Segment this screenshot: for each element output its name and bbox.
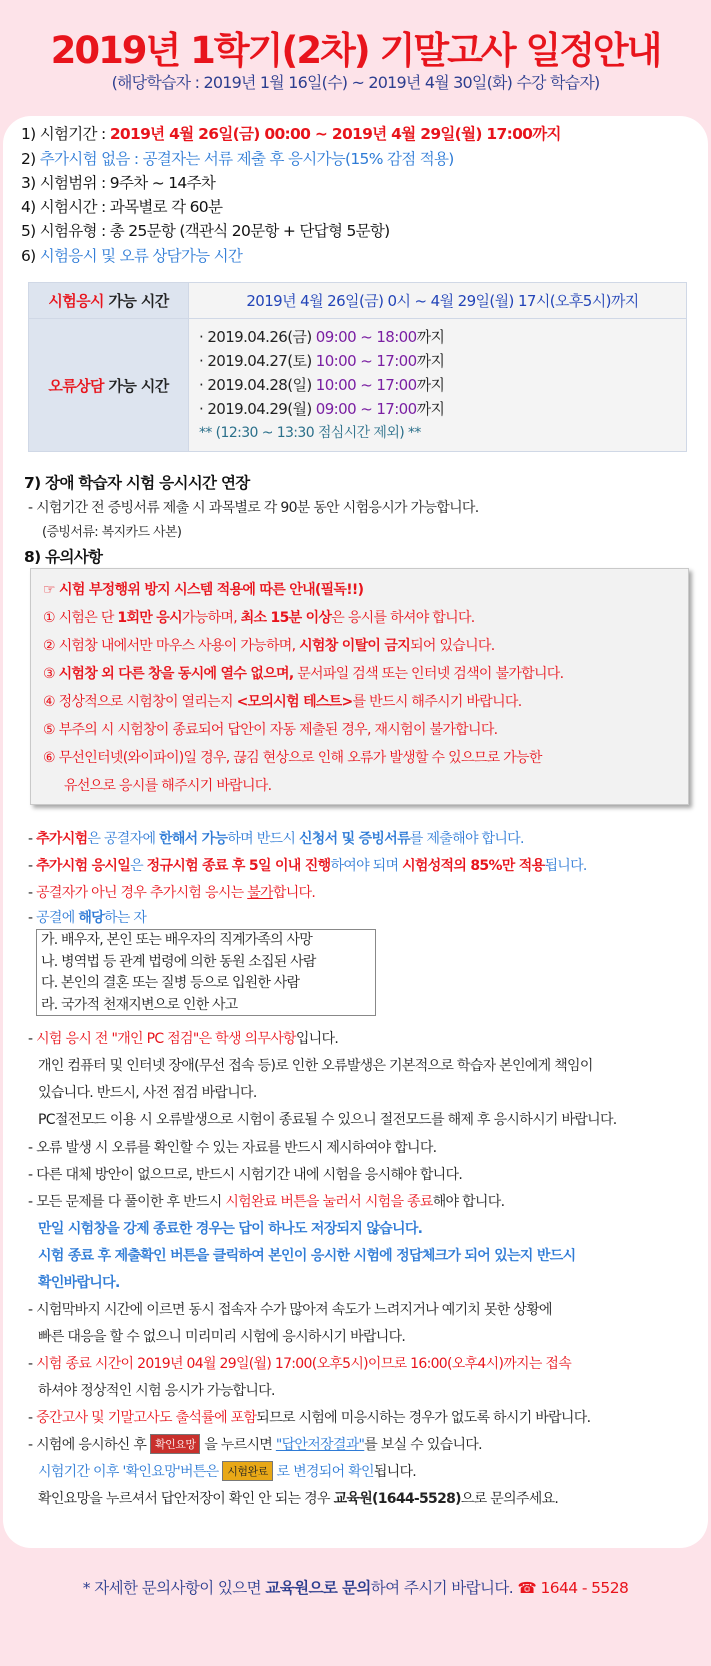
schedule-row-exam: [29, 283, 687, 319]
notice-emph: <모의시험 테스트>: [236, 694, 353, 710]
bt: 시험 종료 시간이: [36, 1356, 138, 1372]
bt: 하는 자: [104, 910, 147, 926]
bt: 확인요망을 누르셔서 답안저장이 확인 안 되는 경우: [38, 1491, 334, 1507]
bt: 은 공결자에: [87, 831, 160, 847]
finish-warning-1: 만일 시험창을 강제 종료한 경우는 답이 하나도 저장되지 않습니다.: [38, 1221, 423, 1237]
bullet-confirm: [28, 1434, 482, 1454]
notice-item-6-cont: 유선으로 응시를 해주시기 바랍니다.: [64, 778, 272, 794]
notice-emph: 1회만 응시: [117, 610, 182, 626]
excused-item: 다. 본인의 결혼 또는 질병 등으로 입원한 사람: [41, 975, 300, 991]
extra-exam-prefix: 2): [21, 150, 40, 168]
pc-check-line3: PC절전모드 이용 시 오류발생으로 시험이 종료될 수 있으니 절전모드를 해제 후 응시하시기 바랍니다.: [38, 1112, 617, 1128]
bt: 85%만: [470, 858, 515, 874]
consult-hours: 09:00 ~ 18:00: [315, 328, 417, 346]
bt: 해당: [78, 910, 104, 926]
bt: 시험성적의: [402, 858, 471, 874]
error-label-rest: 가능 시간: [103, 376, 169, 395]
bullet-excused: - 공결에 해당하는 자: [28, 910, 147, 926]
footer-text: * 자세한 문의사항이 있으면: [82, 1579, 266, 1597]
notice-emph: 최소 15분 이상: [240, 610, 332, 626]
notice-text: ② 시험창 내에서만 마우스 사용이 가능하며,: [43, 638, 300, 654]
section8-heading: 8) 유의사항: [24, 548, 103, 566]
bt: - 시험에 응시하신 후: [28, 1437, 150, 1453]
bt: 은: [130, 858, 147, 874]
finish-warning-2: 시험 종료 후 제출확인 버튼을 클릭하여 본인이 응시한 시험에 정답체크가 되어 있는지 반드시: [38, 1248, 576, 1264]
late-access-line2: 빠른 대응을 할 수 없으니 미리미리 시험에 응시하시기 바랍니다.: [38, 1329, 406, 1345]
confirm-line3: [38, 1488, 558, 1508]
error-consult-label: [29, 319, 189, 452]
bt: 하여야 되며: [330, 858, 403, 874]
consult-date: · 2019.04.26(금): [199, 328, 316, 346]
bt: - 모든 문제를 다 풀이한 후 반드시: [28, 1194, 226, 1210]
bt: 16:00(오후4시)까지는 접속: [410, 1356, 572, 1372]
confirm-required-tag: 확인요망: [150, 1434, 201, 1454]
consult-hours: 10:00 ~ 17:00: [315, 352, 417, 370]
bullet-finish-button: [28, 1191, 504, 1211]
consult-date: · 2019.04.27(토): [199, 352, 316, 370]
bt: 해야 합니다.: [432, 1194, 505, 1210]
excused-item: 라. 국가적 천재지변으로 인한 사고: [41, 996, 238, 1013]
finish-warning-3: 확인바랍니다.: [38, 1275, 120, 1291]
bt: 되므로 시험에 미응시하는 경우가 없도록 하시기 바랍니다.: [256, 1410, 591, 1426]
notice-text: 가능하며,: [181, 610, 241, 626]
bt: 적용: [514, 858, 545, 874]
notice-item-6: ⑥ 무선인터넷(와이파이)일 경우, 끊김 현상으로 인해 오류가 발생할 수 있으므로 가능한: [43, 750, 542, 766]
exam-label-rest: 가능 시간: [103, 292, 169, 310]
consult-row: [199, 397, 686, 421]
bt: 추가시험: [36, 831, 88, 847]
bt: 신청서 및 증빙서류: [298, 831, 410, 847]
bt: 하며 반드시: [227, 831, 299, 847]
exam-scope: 3) 시험범위 : 9주차 ~ 14주차: [21, 174, 216, 192]
bullet-error-evidence: - 오류 발생 시 오류를 확인할 수 있는 자료를 반드시 제시하여야 합니다.: [28, 1140, 437, 1156]
bt: 추가시험 응시일: [36, 858, 131, 874]
page-subtitle: (해당학습자 : 2019년 1월 16일(수) ~ 2019년 4월 30일(화) 수강 학습자): [111, 73, 600, 92]
consult-hours: 10:00 ~ 17:00: [315, 376, 417, 394]
bt: 시험기간 이후 '확인요망'버튼은: [38, 1464, 223, 1480]
footer-contact: [0, 1576, 711, 1598]
extra-exam: [21, 147, 454, 169]
consult-time: [21, 244, 242, 266]
bt: 교육원(1644-5528): [333, 1491, 461, 1507]
consult-row: [199, 373, 686, 397]
confirm-line2: [38, 1461, 416, 1481]
bt: 시험 응시 전 "개인 PC 점검"은 학생 의무사항: [36, 1031, 296, 1047]
bt: 2019년 04월 29일(월) 17:00(오후5시): [137, 1356, 368, 1372]
bt: 공결자가 아닌 경우 추가시험 응시는: [36, 885, 248, 901]
consult-hours: 09:00 ~ 17:00: [315, 400, 417, 418]
error-consult-times: [189, 319, 687, 452]
consult-date: · 2019.04.28(일): [199, 376, 316, 394]
bt: 한해서 가능: [159, 831, 228, 847]
notice-item-5: ⑤ 부주의 시 시험창이 종료되어 답안이 자동 제출된 경우, 재시험이 불가합니다.: [43, 722, 498, 738]
pc-check-line1: 개인 컴퓨터 및 인터넷 장애(무선 접속 등)로 인한 오류발생은 기본적으로 학습자 본인에게 책임이: [38, 1058, 593, 1074]
bt: 을 누르시면: [200, 1437, 276, 1453]
exam-label-red: 시험응시: [48, 292, 104, 310]
excused-item: 나. 병역법 등 관계 법령에 의한 동원 소집된 사람: [41, 953, 316, 970]
bt: 됩니다.: [373, 1464, 417, 1480]
consult-date: · 2019.04.29(월): [199, 400, 316, 418]
notice-text: 되어 있습니다.: [410, 638, 495, 654]
pc-check-line2: 있습니다. 반드시, 사전 점검 바랍니다.: [38, 1085, 257, 1101]
bt: 이므로: [367, 1356, 411, 1372]
bt: 를 제출해야 합니다.: [409, 831, 524, 847]
bt: 중간고사 및 기말고사도 출석률에 포함: [36, 1410, 257, 1426]
bullet-non-excused: - 공결자가 아닌 경우 추가시험 응시는 불가합니다.: [28, 885, 316, 901]
excused-item: 가. 배우자, 본인 또는 배우자의 직계가족의 사망: [41, 932, 312, 948]
extra-exam-label: 추가시험 없음 : 공결자는 서류 제출 후 응시가능(15% 감점 적용): [39, 150, 454, 168]
consult-row: [199, 349, 686, 373]
consult-row: [199, 325, 686, 349]
exam-availability-value: 2019년 4월 26일(금) 0시 ~ 4월 29일(월) 17시(오후5시)까지: [189, 283, 687, 319]
consult-tail: 까지: [416, 376, 445, 394]
notice-text: ① 시험은 단: [43, 610, 118, 626]
notice-text: ④ 정상적으로 시험창이 열리는지: [43, 694, 237, 710]
notice-text: ③: [43, 666, 59, 682]
consult-label: 시험응시 및 오류 상담가능 시간: [39, 247, 243, 265]
section7-line2: (증빙서류: 복지카드 사본): [42, 525, 182, 540]
notice-text: 를 반드시 해주시기 바랍니다.: [352, 694, 522, 710]
consult-tail: 까지: [416, 352, 445, 370]
excused-list-box: [36, 929, 376, 1016]
bt: 불가: [247, 885, 273, 901]
bullet-attendance: - 중간고사 및 기말고사도 출석률에 포함되므로 시험에 미응시하는 경우가 없도록 하시기 바랍니다.: [28, 1410, 591, 1426]
end-time-line2: 하셔야 정상적인 시험 응시가 가능합니다.: [38, 1383, 275, 1399]
consult-tail: 까지: [416, 400, 445, 418]
schedule-table: [28, 282, 687, 452]
section7-heading: 7) 장애 학습자 시험 응시시간 연장: [24, 474, 250, 492]
exam-period-label: 1) 시험기간 :: [21, 125, 110, 143]
bt: 합니다.: [272, 885, 316, 901]
page-title: 2019년 1학기(2차) 기말고사 일정안내: [50, 29, 661, 72]
bt: 됩니다.: [544, 858, 587, 874]
section7-line1: - 시험기간 전 증빙서류 제출 시 과목별로 각 90분 동안 시험응시가 가능합니다.: [28, 500, 479, 516]
phone-number: ☎ 1644 - 5528: [517, 1579, 629, 1597]
bullet-no-alternative: - 다른 대체 방안이 없으므로, 반드시 시험기간 내에 시험을 응시해야 합니다.: [28, 1167, 463, 1183]
exam-type: 5) 시험유형 : 총 25문항 (객관식 20문항 + 단답형 5문항): [21, 222, 390, 240]
bt: "답안저장결과": [275, 1437, 365, 1453]
bt: 정규시험 종료 후 5일 이내 진행: [146, 858, 331, 874]
consult-prefix: 6): [21, 247, 40, 265]
footer-emph: 교육원으로 문의: [265, 1579, 371, 1597]
bullet-pc-check: - 시험 응시 전 "개인 PC 점검"은 학생 의무사항입니다.: [28, 1031, 339, 1047]
notice-item-3: [43, 663, 563, 683]
bt: 로 변경되어 확인: [272, 1464, 374, 1480]
notice-box: [30, 568, 689, 805]
notice-item-2: [43, 635, 495, 655]
notice-emph: 시험창 외 다른 창을 동시에 열수 없으며,: [58, 666, 294, 682]
lunch-note: ** (12:30 ~ 13:30 점심시간 제외) **: [199, 425, 421, 441]
bt: 입니다.: [295, 1031, 339, 1047]
bullet-extra-date: - 추가시험 응시일은 정규시험 종료 후 5일 이내 진행하여야 되며 시험성적의 85%만 적용됩니다.: [28, 858, 587, 874]
notice-title: ☞ 시험 부정행위 방지 시스템 적용에 따른 안내(필독!!): [43, 582, 364, 598]
exam-availability-label: [29, 283, 189, 319]
notice-text: 은 응시를 하셔야 합니다.: [331, 610, 475, 626]
bt: 시험완료 버튼을 눌러서 시험을 종료: [225, 1194, 433, 1210]
bullet-late-access: - 시험막바지 시간에 이르면 동시 접속자 수가 많아져 속도가 느려지거나 예기치 못한 상황에: [28, 1302, 552, 1318]
footer-text: 하여 주시기 바랍니다.: [370, 1579, 518, 1597]
exam-time: 4) 시험시간 : 과목별로 각 60분: [21, 198, 223, 216]
bt: 으로 문의주세요.: [460, 1491, 559, 1507]
notice-text: 문서파일 검색 또는 인터넷 검색이 불가합니다.: [293, 666, 564, 682]
bt: 공결에: [36, 910, 79, 926]
exam-period: [21, 122, 561, 144]
bullet-end-time: - 시험 종료 시간이 2019년 04월 29일(월) 17:00(오후5시)이므로 16:00(오후4시)까지는 접속: [28, 1356, 572, 1372]
notice-emph: 시험창 이탈이 금지: [299, 638, 411, 654]
notice-item-4: [43, 691, 521, 711]
error-label-red: 오류상담: [48, 376, 104, 395]
bullet-extra-exam: - 추가시험은 공결자에 한해서 가능하며 반드시 신청서 및 증빙서류를 제출해야 합니다.: [28, 831, 524, 847]
bt: 를 보실 수 있습니다.: [364, 1437, 482, 1453]
notice-item-1: [43, 607, 475, 627]
consult-tail: 까지: [416, 328, 445, 346]
exam-period-value: 2019년 4월 26일(금) 00:00 ~ 2019년 4월 29일(월) 17:00까지: [109, 125, 561, 143]
exam-complete-tag: 시험완료: [222, 1461, 273, 1481]
schedule-row-error: [29, 319, 687, 452]
